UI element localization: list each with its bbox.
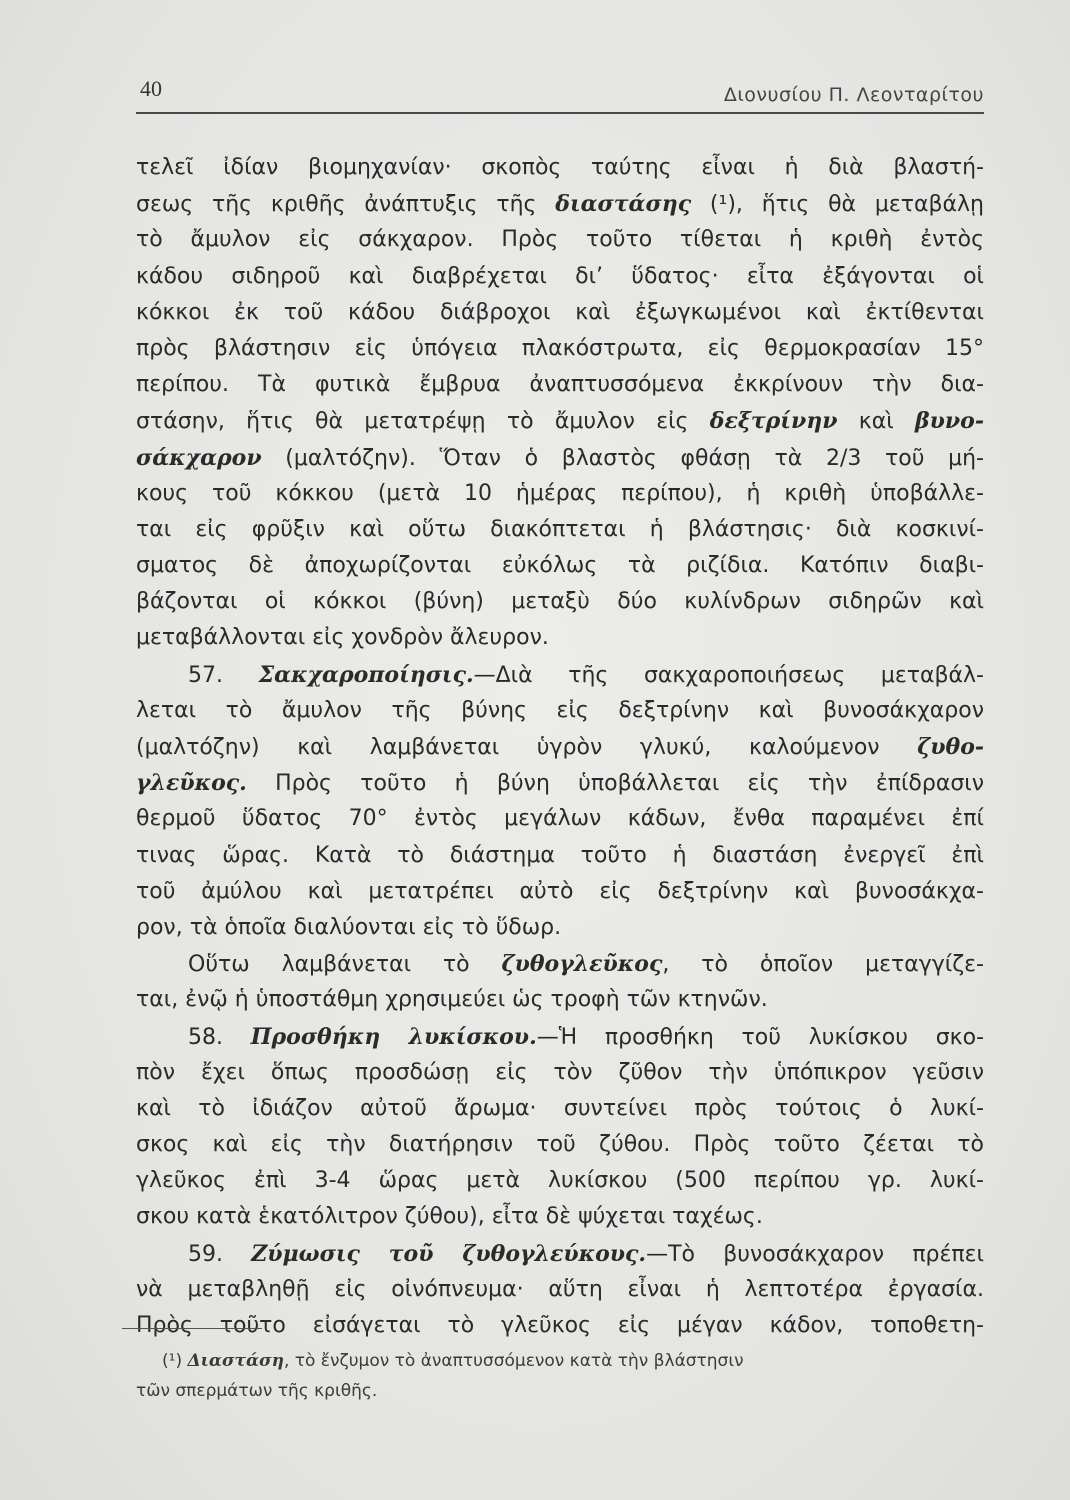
text-run: σκου κατὰ ἑκατόλιτρον ζύθου), εἶτα δὲ ψύχεται ταχέως. — [136, 1204, 763, 1230]
text-run: πὸν ἔχει ὅπως προσδώσῃ εἰς τὸν ζῦθον τὴν ὑπόπικρον γεῦσιν — [136, 1059, 984, 1085]
text-line — [136, 1091, 984, 1127]
text-line — [136, 403, 984, 439]
text-line — [136, 512, 984, 548]
text-run: 57. — [188, 662, 259, 688]
text-run: στάσην, ἥτις θὰ μετατρέψῃ τὸ ἄμυλον εἰς — [136, 409, 710, 435]
text-line — [136, 476, 984, 512]
text-run: νὰ μεταβληθῇ εἰς οἰνόπνευμα· αὕτη εἶναι ἡ λεπτοτέρα ἐργασία. — [136, 1276, 984, 1302]
text-run: , τὸ ἔνζυμον τὸ ἀναπτυσσόμενον κατὰ τὴν βλάστησιν — [283, 1351, 744, 1371]
footnote-line — [136, 1376, 984, 1406]
bold-term: Ζύμωσις τοῦ ζυθογλεύκους. — [251, 1240, 647, 1267]
text-line — [136, 1199, 984, 1235]
text-run: μεταβάλλονται εἰς χονδρὸν ἄλευρον. — [136, 625, 549, 651]
text-line — [136, 440, 984, 476]
bold-term: δεξτρίνην — [709, 408, 838, 435]
text-run: πρὸς βλάστησιν εἰς ὑπόγεια πλακόστρωτα, εἰς θερμοκρασίαν 15° — [136, 335, 984, 361]
text-line — [136, 584, 984, 620]
bold-term: ζυθογλεῦκος — [501, 951, 663, 978]
page-number: 40 — [140, 76, 162, 101]
text-run: λεται τὸ ἄμυλον τῆς βύνης εἰς δεξτρίνην καὶ βυνοσάκχαρον — [136, 697, 984, 723]
bold-term: Προσθήκη λυκίσκου. — [250, 1023, 537, 1050]
body-text — [136, 150, 984, 1344]
text-run: καὶ — [837, 409, 916, 435]
bold-term: γλεῦκος. — [136, 770, 247, 797]
section-heading-line — [136, 1019, 984, 1055]
text-run: τινας ὥρας. Κατὰ τὸ διάστημα τοῦτο ἡ διαστάση ἐνεργεῖ ἐπὶ — [136, 842, 984, 868]
text-run: —Διὰ τῆς σακχαροποιήσεως μεταβάλ- — [473, 662, 984, 688]
text-run: τελεῖ ἰδίαν βιομηχανίαν· σκοπὸς ταύτης εἶναι ἡ διὰ βλαστή- — [136, 155, 984, 180]
text-line — [136, 838, 984, 874]
text-run: Πρὸς τοῦτο εἰσάγεται τὸ γλεῦκος εἰς μέγαν κάδον, τοποθετη- — [136, 1313, 984, 1338]
text-line — [136, 222, 984, 258]
text-line — [136, 620, 984, 656]
running-header — [136, 72, 984, 114]
text-line — [136, 186, 984, 222]
section-heading-line — [136, 657, 984, 693]
bold-term: Σακχαροποίησις. — [258, 661, 474, 688]
text-run: (μαλτόζην). Ὅταν ὁ βλαστὸς φθάσῃ τὰ 2/3 τοῦ μή- — [261, 445, 984, 471]
footnote — [136, 1346, 984, 1406]
text-line — [136, 150, 984, 186]
text-run: σματος δὲ ἀποχωρίζονται εὐκόλως τὰ ριζίδια. Κατόπιν διαβι- — [136, 553, 984, 579]
text-run: Οὕτω λαμβάνεται τὸ — [188, 952, 502, 978]
text-run: 59. — [188, 1241, 252, 1267]
text-run: σεως τῆς κριθῆς ἀνάπτυξις τῆς — [136, 192, 556, 218]
text-run: ται, ἐνῷ ἡ ὑποστάθμη χρησιμεύει ὡς τροφὴ τῶν κτηνῶν. — [136, 987, 768, 1013]
text-line — [136, 331, 984, 367]
text-line — [136, 765, 984, 801]
text-run: σκος καὶ εἰς τὴν διατήρησιν τοῦ ζύθου. Πρὸς τοῦτο ζέεται τὸ — [136, 1132, 984, 1158]
text-line — [136, 910, 984, 946]
text-line — [136, 1163, 984, 1199]
footnote-rule — [122, 1328, 262, 1329]
text-run: περίπου. Τὰ φυτικὰ ἔμβρυα ἀναπτυσσόμενα ἐκκρίνουν τὴν δια- — [136, 372, 984, 398]
text-line — [136, 801, 984, 837]
text-line — [136, 548, 984, 584]
text-line — [136, 1272, 984, 1308]
section-heading-line — [136, 1236, 984, 1272]
text-line — [136, 367, 984, 403]
text-run: γλεῦκος ἐπὶ 3-4 ὥρας μετὰ λυκίσκου (500 περίπου γρ. λυκί- — [136, 1168, 984, 1194]
text-line — [136, 295, 984, 331]
text-line — [136, 693, 984, 729]
text-run: τὸ ἄμυλον εἰς σάκχαρον. Πρὸς τοῦτο τίθεται ἡ κριθὴ ἐντὸς — [136, 227, 984, 253]
bold-term: ζυθο- — [917, 734, 984, 760]
text-run: (¹), ἥτις θὰ μεταβάλῃ — [691, 192, 984, 218]
text-run: ρον, τὰ ὁποῖα διαλύονται εἰς τὸ ὕδωρ. — [136, 914, 562, 940]
text-line — [136, 1055, 984, 1091]
text-run: κάδου σιδηροῦ καὶ διαβρέχεται δι’ ὕδατος· εἶτα ἐξάγονται οἱ — [136, 263, 984, 289]
text-run: καὶ τὸ ἰδιάζον αὐτοῦ ἄρωμα· συντείνει πρὸς τούτοις ὁ λυκί- — [136, 1095, 984, 1121]
text-line — [136, 874, 984, 910]
text-run: —Ἡ προσθήκη τοῦ λυκίσκου σκο- — [536, 1024, 985, 1050]
footnote-line — [136, 1346, 984, 1376]
text-line — [136, 946, 984, 982]
text-line — [136, 729, 984, 765]
text-run: βάζονται οἱ κόκκοι (βύνη) μεταξὺ δύο κυλίνδρων σιδηρῶν καὶ — [136, 589, 984, 615]
text-run: 58. — [188, 1024, 251, 1050]
text-run: ται εἰς φρῦξιν καὶ οὕτω διακόπτεται ἡ βλάστησις· διὰ κοσκινί- — [136, 516, 984, 542]
text-run: (¹) — [162, 1351, 188, 1371]
text-run: Πρὸς τοῦτο ἡ βύνη ὑποβάλλεται εἰς τὴν ἐπίδρασιν — [246, 771, 984, 797]
text-line — [136, 259, 984, 295]
text-line — [136, 1308, 984, 1344]
text-run: θερμοῦ ὕδατος 70° ἐντὸς μεγάλων κάδων, ἔνθα παραμένει ἐπί — [136, 806, 984, 832]
text-run: κους τοῦ κόκκου (μετὰ 10 ἡμέρας περίπου), ἡ κριθὴ ὑποβάλλε- — [136, 480, 984, 506]
text-run: —Τὸ βυνοσάκχαρον πρέπει — [646, 1241, 984, 1267]
bold-term: σάκχαρον — [136, 444, 262, 471]
text-line — [136, 982, 984, 1018]
bold-term: διαστάσης — [555, 191, 692, 218]
text-run: (μαλτόζην) καὶ λαμβάνεται ὑγρὸν γλυκύ, καλούμενον — [136, 735, 918, 760]
text-run: κόκκοι ἐκ τοῦ κάδου διάβροχοι καὶ ἐξωγκωμένοι καὶ ἐκτίθενται — [136, 299, 984, 325]
running-title: Διονυσίου Π. Λεονταρίτου — [723, 84, 984, 106]
bold-term: βυνο- — [915, 408, 984, 435]
text-run: τοῦ ἀμύλου καὶ μετατρέπει αὐτὸ εἰς δεξτρίνην καὶ βυνοσάκχα- — [136, 878, 984, 904]
text-run: τῶν σπερμάτων τῆς κριθῆς. — [136, 1381, 378, 1401]
text-line — [136, 1127, 984, 1163]
bold-term: Διαστάση — [187, 1351, 284, 1371]
text-run: , τὸ ὁποῖον μεταγγίζε- — [662, 952, 984, 978]
